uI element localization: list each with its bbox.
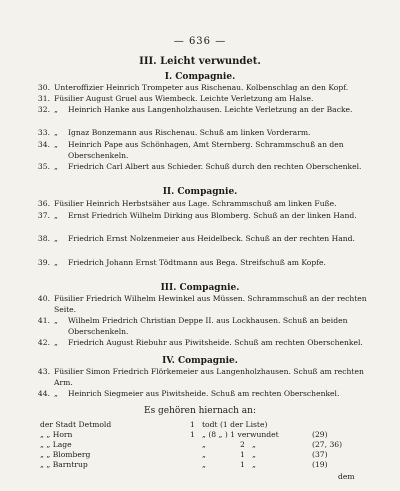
- summary-desc: „: [252, 440, 256, 449]
- entry-text: Ignaz Bonzemann aus Rischenau. Schuß am linken Vorderarm.: [68, 128, 311, 137]
- list-item: [32, 389, 372, 400]
- summary-place: „ „ Horn: [40, 430, 73, 439]
- summary-place: „ „ Blomberg: [40, 450, 91, 459]
- summary-ref: (27, 36): [312, 440, 343, 449]
- ditto-mark: „: [54, 162, 58, 171]
- summary-title: Es gehören hiernach an:: [144, 406, 256, 416]
- entry-number: 40.: [37, 294, 50, 303]
- summary-row: [40, 460, 370, 470]
- entry-number: 37.: [37, 211, 50, 220]
- summary-place: „ „ Barntrup: [40, 460, 88, 469]
- entry-text: Ernst Friedrich Wilhelm Dirking aus Blomberg. Schuß an der linken Hand.: [68, 211, 357, 220]
- ditto-mark: „: [54, 105, 58, 114]
- entry-number: 34.: [37, 140, 50, 149]
- entry-number: 35.: [37, 162, 50, 171]
- entry-number: 42.: [37, 338, 50, 347]
- list-item: [32, 94, 372, 105]
- entry-number: 41.: [37, 316, 50, 325]
- summary-desc: „ (8 „ ) 1 verwundet: [202, 430, 279, 439]
- entry-number: 33.: [37, 128, 50, 137]
- section-title: III. Leicht verwundet.: [139, 56, 261, 67]
- summary-ref: (29): [312, 430, 328, 439]
- summary-desc: „: [252, 460, 256, 469]
- company-heading: II. Compagnie.: [162, 187, 238, 197]
- entry-number: 36.: [37, 199, 50, 208]
- summary-count: 2: [240, 440, 245, 449]
- entry-text: Heinrich Hanke aus Langenholzhausen. Leichte Verletzung an der Backe.: [68, 105, 353, 114]
- entry-text: Heinrich Pape aus Schönhagen, Amt Sternberg. Schrammschuß an den Oberschenkeln.: [68, 140, 344, 160]
- ditto-mark: „: [54, 128, 58, 137]
- entry-text: Friedrich Johann Ernst Tödtmann aus Bega. Streifschuß am Kopfe.: [68, 258, 326, 267]
- entry-text: Füsilier Heinrich Herbstsäher aus Lage. Schrammschuß am linken Fuße.: [54, 199, 337, 208]
- entry-text: Friedrich Ernst Nolzenmeier aus Heidelbeck. Schuß an der rechten Hand.: [68, 234, 355, 243]
- summary-count: 1: [190, 430, 195, 439]
- entry-text: Friedrich Carl Albert aus Schieder. Schuß durch den rechten Oberschenkel.: [68, 162, 362, 171]
- summary-row: [40, 440, 370, 450]
- summary-row: [40, 450, 370, 460]
- summary-place: der Stadt Detmold: [40, 420, 112, 429]
- list-item: [32, 128, 372, 139]
- catchword: dem: [338, 472, 355, 481]
- entry-text: Heinrich Siegmeier aus Piwitsheide. Schuß am rechten Oberschenkel.: [68, 389, 340, 398]
- summary-desc: „: [202, 460, 206, 469]
- entry-text: Füsilier Simon Friedrich Flörkemeier aus Langenholzhausen. Schuß am rechten Arm.: [54, 367, 364, 387]
- summary-row: [40, 420, 370, 430]
- summary-ref: (37): [312, 450, 328, 459]
- ditto-mark: „: [54, 389, 58, 398]
- ditto-mark: „: [54, 258, 58, 267]
- summary-count: 1: [190, 420, 195, 429]
- entry-text: Friedrich August Riebuhr aus Piwitsheide. Schuß am rechten Oberschenkel.: [68, 338, 363, 347]
- list-item: [32, 234, 372, 255]
- ditto-mark: „: [54, 316, 58, 325]
- entry-number: 44.: [37, 389, 50, 398]
- summary-count: 1: [240, 460, 245, 469]
- list-item: [32, 367, 372, 388]
- list-item: [32, 140, 372, 161]
- company-heading: III. Compagnie.: [160, 283, 240, 293]
- ditto-mark: „: [54, 338, 58, 347]
- summary-place: „ „ Lage: [40, 440, 72, 449]
- entry-number: 31.: [37, 94, 50, 103]
- summary-desc: „: [252, 450, 256, 459]
- entry-number: 30.: [37, 83, 50, 92]
- entry-text: Füsilier August Gruel aus Wiembeck. Leichte Verletzung am Halse.: [54, 94, 314, 103]
- entry-number: 39.: [37, 258, 50, 267]
- list-item: [32, 199, 372, 210]
- entry-number: 32.: [37, 105, 50, 114]
- list-item: [32, 105, 372, 126]
- entry-text: Unteroffizier Heinrich Trompeter aus Rischenau. Kolbenschlag an den Kopf.: [54, 83, 349, 92]
- list-item: [32, 162, 372, 183]
- list-item: [32, 211, 372, 232]
- summary-desc: todt (1 der Liste): [202, 420, 268, 429]
- entry-number: 38.: [37, 234, 50, 243]
- list-item: [32, 316, 372, 337]
- summary-desc: „: [202, 450, 206, 459]
- entry-text: Füsilier Friedrich Wilhelm Hewinkel aus Müssen. Schrammschuß an der rechten Seite.: [54, 294, 367, 314]
- list-item: [32, 258, 372, 279]
- page-number: — 636 —: [173, 36, 227, 47]
- summary-count: 1: [240, 450, 245, 459]
- entry-text: Wilhelm Friedrich Christian Deppe II. aus Lockhausen. Schuß an beiden Oberschenkeln.: [68, 316, 348, 336]
- list-item: [32, 294, 372, 315]
- list-item: [32, 83, 372, 94]
- ditto-mark: „: [54, 234, 58, 243]
- company-heading: I. Compagnie.: [164, 72, 236, 82]
- summary-row: [40, 430, 370, 440]
- ditto-mark: „: [54, 140, 58, 149]
- entry-number: 43.: [37, 367, 50, 376]
- summary-desc: „: [202, 440, 206, 449]
- summary-ref: (19): [312, 460, 328, 469]
- company-heading: IV. Compagnie.: [162, 356, 238, 366]
- ditto-mark: „: [54, 211, 58, 220]
